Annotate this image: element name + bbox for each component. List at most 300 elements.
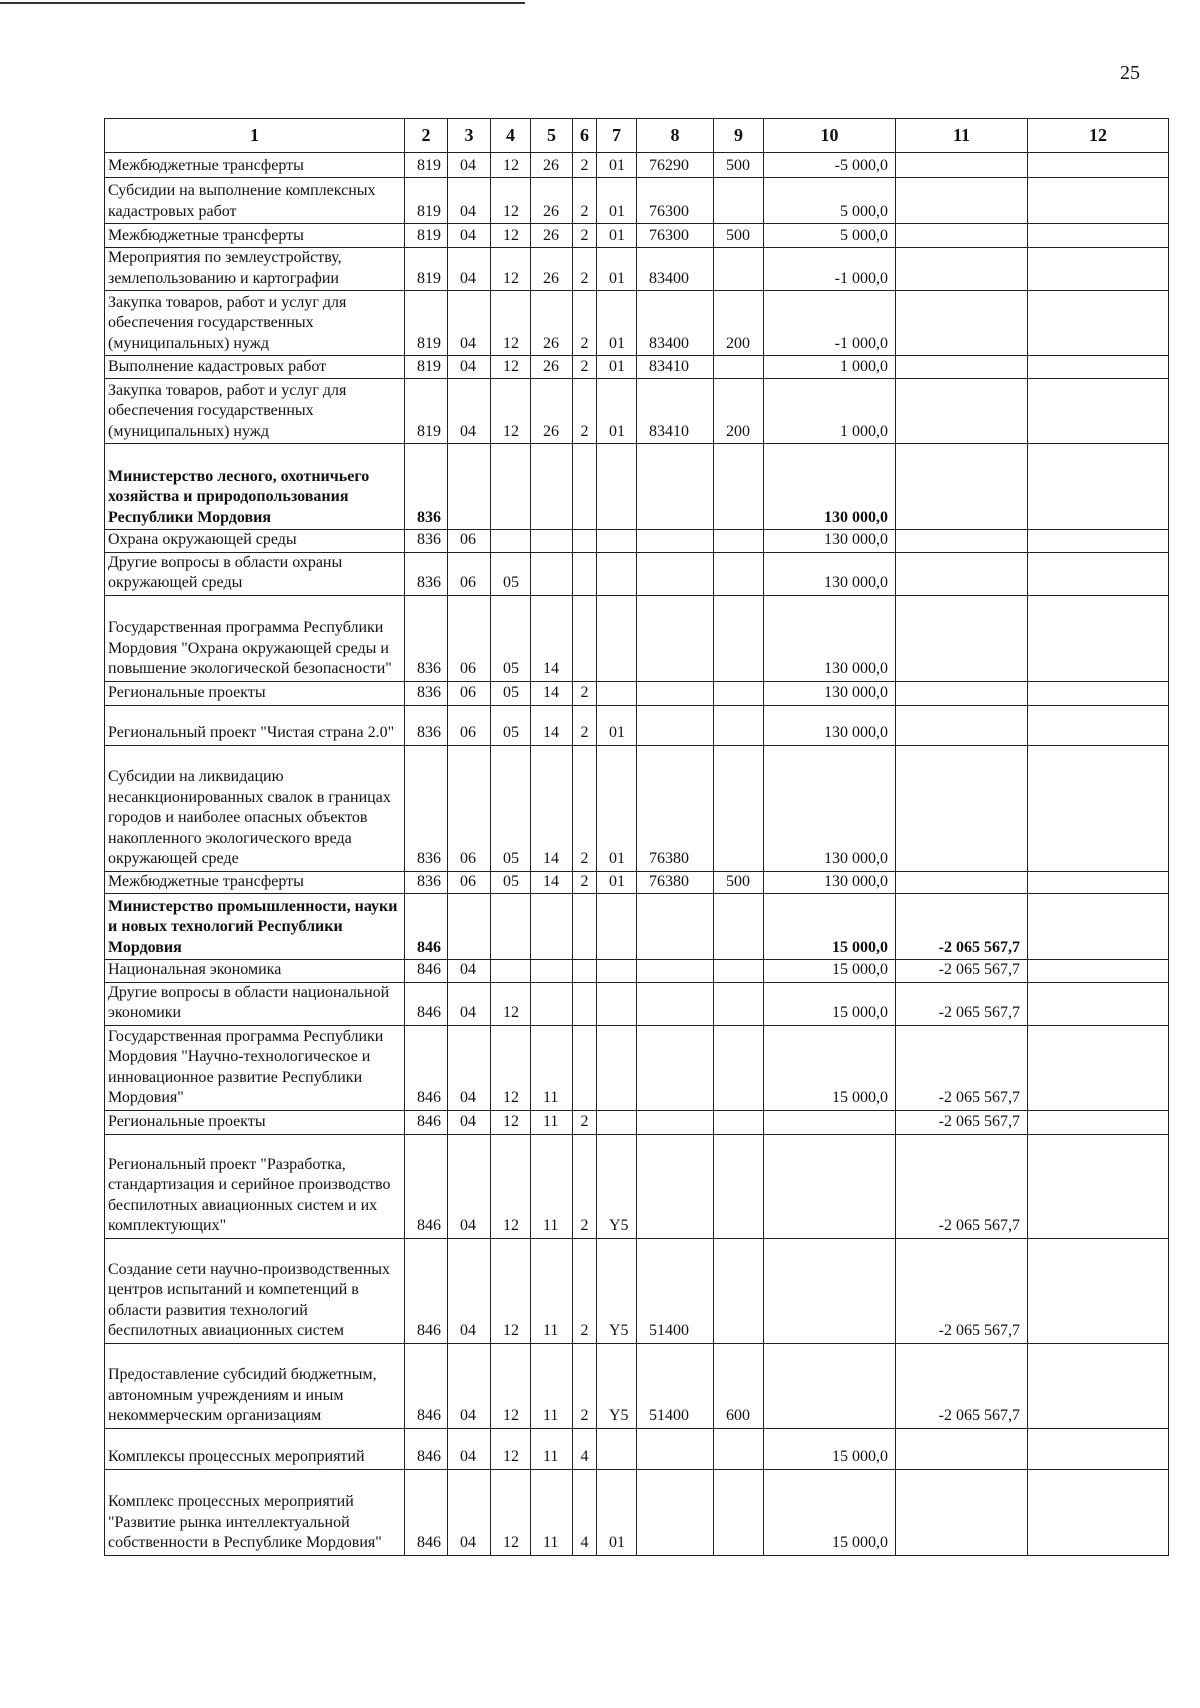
- row-name: Охрана окружающей среды: [105, 530, 405, 553]
- amount-c10: 130 000,0: [764, 595, 896, 681]
- amount-c11: [896, 681, 1028, 705]
- code-c9: [714, 444, 764, 530]
- code-c4: [491, 444, 531, 530]
- code-c6: 4: [573, 1469, 597, 1555]
- code-c2: 819: [405, 291, 448, 356]
- row-name: Субсидии на ликвидацию несанкционированных свалок в границах городов и наиболее опасных объектов накопленного экологического вреда окружающей среде: [105, 745, 405, 871]
- code-c5: [531, 444, 573, 530]
- code-c6: 2: [573, 379, 597, 444]
- code-c2: 846: [405, 1428, 448, 1469]
- amount-c12: [1028, 745, 1169, 871]
- code-c6: 4: [573, 1428, 597, 1469]
- code-c7: 01: [597, 379, 637, 444]
- column-header-1: 1: [105, 119, 405, 153]
- code-c9: [714, 178, 764, 224]
- code-c5: 14: [531, 595, 573, 681]
- row-name: Региональный проект "Чистая страна 2.0": [105, 705, 405, 745]
- code-c7: [597, 1025, 637, 1110]
- code-c4: 12: [491, 291, 531, 356]
- code-c3: 04: [448, 153, 491, 178]
- code-c8: 76380: [637, 871, 714, 894]
- code-c9: 500: [714, 871, 764, 894]
- code-c7: 01: [597, 705, 637, 745]
- code-c5: 26: [531, 248, 573, 291]
- code-c9: [714, 356, 764, 379]
- code-c7: 01: [597, 356, 637, 379]
- amount-c12: [1028, 444, 1169, 530]
- code-c8: [637, 444, 714, 530]
- code-c9: [714, 1134, 764, 1238]
- code-c9: 600: [714, 1343, 764, 1428]
- code-c6: 2: [573, 1110, 597, 1134]
- code-c7: [597, 982, 637, 1025]
- column-header-4: 4: [491, 119, 531, 153]
- amount-c10: [764, 1134, 896, 1238]
- code-c4: [491, 960, 531, 983]
- code-c4: 12: [491, 248, 531, 291]
- row-name: Создание сети научно-производственных центров испытаний и компетенций в области развития технологий беспилотных авиационных систем: [105, 1238, 405, 1343]
- code-c5: 11: [531, 1134, 573, 1238]
- amount-c12: [1028, 1428, 1169, 1469]
- code-c5: 26: [531, 291, 573, 356]
- code-c3: 04: [448, 356, 491, 379]
- table-row: [105, 705, 1169, 745]
- amount-c12: [1028, 178, 1169, 224]
- code-c4: 12: [491, 153, 531, 178]
- code-c9: [714, 982, 764, 1025]
- code-c3: 04: [448, 224, 491, 248]
- code-c3: 04: [448, 982, 491, 1025]
- code-c2: 836: [405, 444, 448, 530]
- amount-c11: [896, 871, 1028, 894]
- row-name: Комплексы процессных мероприятий: [105, 1428, 405, 1469]
- column-header-7: 7: [597, 119, 637, 153]
- amount-c10: 15 000,0: [764, 1469, 896, 1555]
- code-c7: [597, 552, 637, 595]
- code-c2: 846: [405, 1134, 448, 1238]
- amount-c12: [1028, 153, 1169, 178]
- code-c4: 12: [491, 1110, 531, 1134]
- table-row: [105, 379, 1169, 444]
- amount-c11: [896, 1428, 1028, 1469]
- row-name: Другие вопросы в области охраны окружающей среды: [105, 552, 405, 595]
- amount-c11: [896, 379, 1028, 444]
- amount-c11: [896, 356, 1028, 379]
- code-c5: 26: [531, 379, 573, 444]
- code-c4: 05: [491, 595, 531, 681]
- row-name: Закупка товаров, работ и услуг для обеспечения государственных (муниципальных) нужд: [105, 379, 405, 444]
- code-c8: [637, 960, 714, 983]
- code-c4: 12: [491, 1469, 531, 1555]
- code-c8: 83410: [637, 379, 714, 444]
- code-c5: 26: [531, 153, 573, 178]
- amount-c11: [896, 291, 1028, 356]
- code-c6: [573, 1025, 597, 1110]
- code-c3: [448, 444, 491, 530]
- code-c8: 83410: [637, 356, 714, 379]
- code-c8: [637, 982, 714, 1025]
- table-row: [105, 444, 1169, 530]
- code-c6: 2: [573, 681, 597, 705]
- code-c3: 04: [448, 1238, 491, 1343]
- code-c8: [637, 1110, 714, 1134]
- code-c3: 06: [448, 745, 491, 871]
- amount-c12: [1028, 248, 1169, 291]
- header-row: [105, 119, 1169, 153]
- code-c6: 2: [573, 178, 597, 224]
- amount-c12: [1028, 595, 1169, 681]
- code-c6: 2: [573, 1134, 597, 1238]
- row-name: Межбюджетные трансферты: [105, 153, 405, 178]
- code-c9: 500: [714, 224, 764, 248]
- code-c2: 836: [405, 552, 448, 595]
- code-c2: 846: [405, 1469, 448, 1555]
- table-row: [105, 1469, 1169, 1555]
- table-row: [105, 894, 1169, 960]
- code-c7: [597, 444, 637, 530]
- amount-c10: 130 000,0: [764, 530, 896, 553]
- code-c2: 819: [405, 178, 448, 224]
- table-row: [105, 178, 1169, 224]
- amount-c12: [1028, 705, 1169, 745]
- row-name: Закупка товаров, работ и услуг для обеспечения государственных (муниципальных) нужд: [105, 291, 405, 356]
- code-c5: 14: [531, 681, 573, 705]
- code-c3: 04: [448, 291, 491, 356]
- code-c2: 846: [405, 894, 448, 960]
- code-c4: 05: [491, 871, 531, 894]
- amount-c11: -2 065 567,7: [896, 960, 1028, 983]
- column-header-5: 5: [531, 119, 573, 153]
- column-header-3: 3: [448, 119, 491, 153]
- budget-table: [104, 118, 1169, 1556]
- code-c8: 51400: [637, 1238, 714, 1343]
- amount-c10: [764, 1343, 896, 1428]
- code-c8: [637, 894, 714, 960]
- amount-c11: [896, 595, 1028, 681]
- code-c7: 01: [597, 871, 637, 894]
- code-c7: [597, 894, 637, 960]
- amount-c11: -2 065 567,7: [896, 982, 1028, 1025]
- code-c3: 04: [448, 248, 491, 291]
- amount-c12: [1028, 1343, 1169, 1428]
- code-c2: 846: [405, 982, 448, 1025]
- table-row: [105, 960, 1169, 983]
- code-c8: [637, 1428, 714, 1469]
- code-c7: Y5: [597, 1343, 637, 1428]
- code-c9: [714, 960, 764, 983]
- code-c7: Y5: [597, 1134, 637, 1238]
- amount-c12: [1028, 1025, 1169, 1110]
- amount-c12: [1028, 681, 1169, 705]
- code-c4: 05: [491, 705, 531, 745]
- code-c2: 846: [405, 1238, 448, 1343]
- code-c7: 01: [597, 178, 637, 224]
- code-c4: 12: [491, 1343, 531, 1428]
- code-c9: [714, 1428, 764, 1469]
- amount-c12: [1028, 552, 1169, 595]
- amount-c12: [1028, 1110, 1169, 1134]
- code-c6: 2: [573, 356, 597, 379]
- code-c3: 04: [448, 960, 491, 983]
- table-row: [105, 982, 1169, 1025]
- amount-c11: [896, 1469, 1028, 1555]
- row-name: Министерство лесного, охотничьего хозяйства и природопользования Республики Мордовия: [105, 444, 405, 530]
- amount-c11: [896, 552, 1028, 595]
- code-c3: 06: [448, 530, 491, 553]
- amount-c12: [1028, 291, 1169, 356]
- code-c8: 83400: [637, 291, 714, 356]
- code-c3: 06: [448, 871, 491, 894]
- amount-c11: [896, 248, 1028, 291]
- code-c9: 200: [714, 379, 764, 444]
- table-row: [105, 1110, 1169, 1134]
- amount-c10: 130 000,0: [764, 444, 896, 530]
- code-c4: [491, 530, 531, 553]
- code-c7: [597, 530, 637, 553]
- code-c6: 2: [573, 291, 597, 356]
- table-row: [105, 1343, 1169, 1428]
- row-name: Национальная экономика: [105, 960, 405, 983]
- code-c6: 2: [573, 153, 597, 178]
- code-c4: 05: [491, 745, 531, 871]
- code-c5: [531, 530, 573, 553]
- code-c5: 11: [531, 1238, 573, 1343]
- row-name: Мероприятия по землеустройству, землепользованию и картографии: [105, 248, 405, 291]
- code-c6: [573, 530, 597, 553]
- code-c7: 01: [597, 291, 637, 356]
- amount-c10: 130 000,0: [764, 871, 896, 894]
- code-c7: 01: [597, 745, 637, 871]
- code-c4: [491, 894, 531, 960]
- amount-c12: [1028, 1469, 1169, 1555]
- table-row: [105, 530, 1169, 553]
- code-c5: 26: [531, 356, 573, 379]
- row-name: Региональные проекты: [105, 681, 405, 705]
- code-c8: [637, 681, 714, 705]
- table-row: [105, 291, 1169, 356]
- code-c6: [573, 982, 597, 1025]
- column-header-2: 2: [405, 119, 448, 153]
- code-c9: [714, 1469, 764, 1555]
- code-c3: 06: [448, 552, 491, 595]
- code-c8: 51400: [637, 1343, 714, 1428]
- code-c3: 04: [448, 1110, 491, 1134]
- code-c4: 12: [491, 379, 531, 444]
- code-c2: 836: [405, 595, 448, 681]
- row-name: Предоставление субсидий бюджетным, автономным учреждениям и иным некоммерческим организациям: [105, 1343, 405, 1428]
- table-row: [105, 356, 1169, 379]
- amount-c11: [896, 745, 1028, 871]
- code-c2: 836: [405, 530, 448, 553]
- amount-c12: [1028, 894, 1169, 960]
- row-name: Другие вопросы в области национальной экономики: [105, 982, 405, 1025]
- code-c6: [573, 894, 597, 960]
- amount-c10: 130 000,0: [764, 705, 896, 745]
- code-c2: 846: [405, 1110, 448, 1134]
- row-name: Министерство промышленности, науки и новых технологий Республики Мордовия: [105, 894, 405, 960]
- code-c5: 11: [531, 1469, 573, 1555]
- code-c3: 04: [448, 379, 491, 444]
- amount-c10: 130 000,0: [764, 681, 896, 705]
- code-c3: 04: [448, 1428, 491, 1469]
- code-c7: [597, 1428, 637, 1469]
- code-c6: 2: [573, 224, 597, 248]
- code-c7: 01: [597, 224, 637, 248]
- code-c3: 04: [448, 1134, 491, 1238]
- code-c8: 76300: [637, 178, 714, 224]
- amount-c10: [764, 1238, 896, 1343]
- code-c4: 12: [491, 1134, 531, 1238]
- amount-c10: 15 000,0: [764, 1025, 896, 1110]
- amount-c11: -2 065 567,7: [896, 1343, 1028, 1428]
- code-c4: 12: [491, 982, 531, 1025]
- code-c2: 836: [405, 871, 448, 894]
- code-c9: [714, 1110, 764, 1134]
- code-c8: [637, 705, 714, 745]
- amount-c12: [1028, 1134, 1169, 1238]
- code-c2: 846: [405, 1025, 448, 1110]
- code-c5: [531, 894, 573, 960]
- amount-c11: [896, 224, 1028, 248]
- code-c6: [573, 960, 597, 983]
- column-header-9: 9: [714, 119, 764, 153]
- code-c4: 05: [491, 552, 531, 595]
- code-c9: [714, 595, 764, 681]
- table-row: [105, 552, 1169, 595]
- code-c6: [573, 444, 597, 530]
- code-c9: [714, 248, 764, 291]
- code-c8: 76380: [637, 745, 714, 871]
- code-c5: [531, 982, 573, 1025]
- code-c5: 14: [531, 871, 573, 894]
- code-c5: 26: [531, 178, 573, 224]
- amount-c10: 130 000,0: [764, 745, 896, 871]
- column-header-6: 6: [573, 119, 597, 153]
- amount-c12: [1028, 871, 1169, 894]
- code-c3: 04: [448, 1343, 491, 1428]
- row-name: Субсидии на выполнение комплексных кадастровых работ: [105, 178, 405, 224]
- amount-c11: [896, 153, 1028, 178]
- amount-c11: -2 065 567,7: [896, 894, 1028, 960]
- amount-c11: [896, 178, 1028, 224]
- row-name: Межбюджетные трансферты: [105, 224, 405, 248]
- code-c9: 500: [714, 153, 764, 178]
- amount-c10: -1 000,0: [764, 291, 896, 356]
- amount-c12: [1028, 356, 1169, 379]
- amount-c10: [764, 1110, 896, 1134]
- code-c5: 11: [531, 1428, 573, 1469]
- top-border-line: [0, 2, 525, 4]
- code-c7: 01: [597, 248, 637, 291]
- code-c7: 01: [597, 153, 637, 178]
- code-c3: 04: [448, 178, 491, 224]
- code-c5: 26: [531, 224, 573, 248]
- code-c5: [531, 552, 573, 595]
- amount-c10: 15 000,0: [764, 960, 896, 983]
- amount-c12: [1028, 982, 1169, 1025]
- row-name: Государственная программа Республики Мордовия "Охрана окружающей среды и повышение экологической безопасности": [105, 595, 405, 681]
- amount-c12: [1028, 960, 1169, 983]
- code-c7: [597, 960, 637, 983]
- code-c4: 12: [491, 1238, 531, 1343]
- code-c7: [597, 595, 637, 681]
- code-c4: 12: [491, 1025, 531, 1110]
- code-c7: Y5: [597, 1238, 637, 1343]
- amount-c10: 5 000,0: [764, 224, 896, 248]
- code-c3: [448, 894, 491, 960]
- table-row: [105, 248, 1169, 291]
- code-c9: [714, 681, 764, 705]
- amount-c12: [1028, 379, 1169, 444]
- table-row: [105, 1238, 1169, 1343]
- row-name: Государственная программа Республики Мордовия "Научно-технологическое и инновационное развитие Республики Мордовия": [105, 1025, 405, 1110]
- amount-c10: 1 000,0: [764, 356, 896, 379]
- code-c3: 06: [448, 595, 491, 681]
- code-c2: 819: [405, 153, 448, 178]
- table-row: [105, 224, 1169, 248]
- amount-c10: 130 000,0: [764, 552, 896, 595]
- code-c5: 11: [531, 1025, 573, 1110]
- code-c2: 836: [405, 745, 448, 871]
- column-header-8: 8: [637, 119, 714, 153]
- code-c4: 05: [491, 681, 531, 705]
- code-c5: [531, 960, 573, 983]
- amount-c10: -5 000,0: [764, 153, 896, 178]
- code-c7: [597, 1110, 637, 1134]
- amount-c11: -2 065 567,7: [896, 1238, 1028, 1343]
- amount-c11: -2 065 567,7: [896, 1025, 1028, 1110]
- code-c2: 846: [405, 960, 448, 983]
- code-c9: [714, 530, 764, 553]
- table-row: [105, 745, 1169, 871]
- amount-c11: -2 065 567,7: [896, 1134, 1028, 1238]
- code-c8: 76290: [637, 153, 714, 178]
- table-row: [105, 595, 1169, 681]
- row-name: Межбюджетные трансферты: [105, 871, 405, 894]
- code-c6: [573, 595, 597, 681]
- row-name: Региональные проекты: [105, 1110, 405, 1134]
- code-c8: [637, 595, 714, 681]
- code-c6: 2: [573, 705, 597, 745]
- code-c9: [714, 1025, 764, 1110]
- code-c2: 819: [405, 224, 448, 248]
- code-c9: [714, 894, 764, 960]
- amount-c10: -1 000,0: [764, 248, 896, 291]
- code-c8: [637, 1025, 714, 1110]
- amount-c12: [1028, 224, 1169, 248]
- code-c5: 14: [531, 705, 573, 745]
- code-c9: [714, 745, 764, 871]
- amount-c11: -2 065 567,7: [896, 1110, 1028, 1134]
- code-c5: 11: [531, 1343, 573, 1428]
- column-header-12: 12: [1028, 119, 1169, 153]
- code-c4: 12: [491, 356, 531, 379]
- amount-c11: [896, 530, 1028, 553]
- code-c2: 836: [405, 681, 448, 705]
- amount-c12: [1028, 1238, 1169, 1343]
- code-c9: [714, 705, 764, 745]
- code-c6: 2: [573, 1238, 597, 1343]
- table-row: [105, 1134, 1169, 1238]
- table-row: [105, 1428, 1169, 1469]
- code-c8: [637, 552, 714, 595]
- row-name: Выполнение кадастровых работ: [105, 356, 405, 379]
- code-c9: [714, 1238, 764, 1343]
- column-header-10: 10: [764, 119, 896, 153]
- code-c5: 11: [531, 1110, 573, 1134]
- code-c2: 819: [405, 379, 448, 444]
- amount-c12: [1028, 530, 1169, 553]
